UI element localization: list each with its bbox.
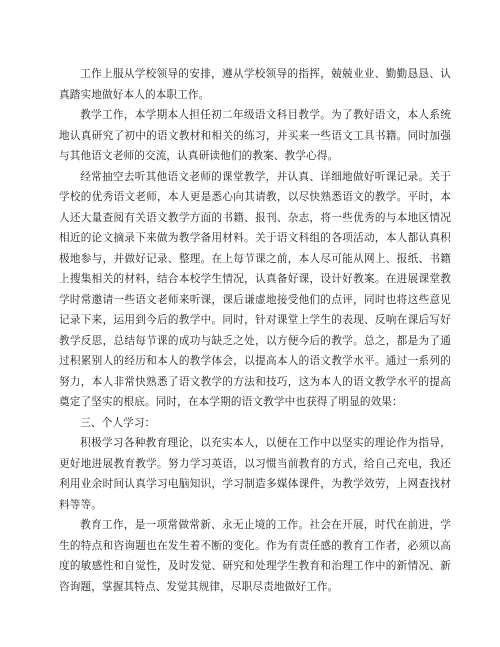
paragraph-teaching-work: 教学工作，本学期本人担任初二年级语文科目教学。为了教好语文，本人系统地认真研究了初中的语文教材和相关的练习，并买来一些语文工具书籍。同时加强与其他语文老师的交流，认真研读他们的教案、教学心得。 xyxy=(59,109,451,162)
section-heading-personal-study: 三、个人学习： xyxy=(80,416,156,429)
paragraph-education-work: 教育工作，是一项常做常新、永无止境的工作。社会在开展，时代在前进，学生的特点和咨询题也在发生着不断的变化。作为有责任感的教育工作者，必须以高度的敏感性和自觉性，及时发觉、研究和处理学生教育和治理工作中的新情况、新咨询题，掌握其特点、发觉其规律，尽职尽责地做好工作。 xyxy=(59,519,451,593)
paragraph-lesson-observation: 经常抽空去听其他语文老师的课堂教学，并认真、详细地做好听课记录。关于学校的优秀语文老师，本人更是悉心向其请教，以尽快熟悉语文的教学。平时，本人还大量查阅有关语文教学方面的书籍、报刊、杂志，将一些优秀的与本地区情况相近的论文摘录下来做为教学备用材料。关于语文科组的各项活动，本人都认真积极地参与，并做好记录、整理。在上每节课之前，本人尽可能从网上、报纸、书籍上搜集相关的材料，结合本校学生情况，认真备好课，设计好教案。在进展课堂教学时常邀请一些语文老师来听课，课后谦虚地接受他们的点评，同时也将这些意见记录下来，运用到今后的教学中。同时，针对课堂上学生的表现、反响在课后写好教学反思，总结每节课的成功与缺乏之处，以方便今后的教学。总之，都是为了通过积累别人的经历和本人的教学体会，以提高本人的语文教学水平。通过一系列的努力，本人非常快熟悉了语文教学的方法和技巧，这为本人的语文教学水平的提高奠定了坚实的根底。同时，在本学期的语文教学中也获得了明显的效果： xyxy=(59,170,451,408)
document-body xyxy=(59,64,451,597)
paragraph-duty: 工作上服从学校领导的安排，遵从学校领导的指挥，兢兢业业、勤勤恳恳、认真踏实地做好本人的本职工作。 xyxy=(59,68,451,101)
paragraph-personal-study: 积极学习各种教育理论，以充实本人，以便在工作中以坚实的理论作为指导，更好地进展教育教学。努力学习英语，以习惯当前教育的方式，给自己充电，我还利用业余时间认真学习电脑知识，学习制造多媒体课件，为教学效劳，上网查找材料等等。 xyxy=(59,437,451,511)
